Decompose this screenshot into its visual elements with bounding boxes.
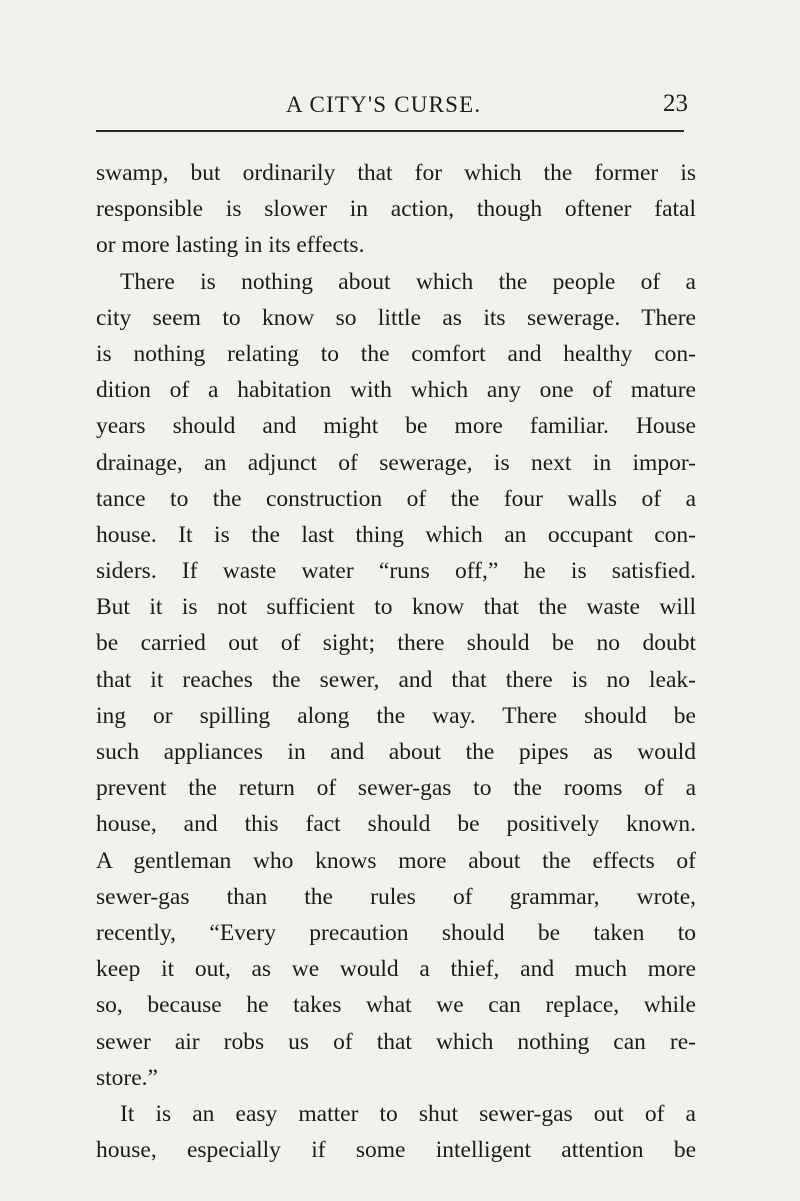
page-number: 23 [663,90,688,117]
text-line: sewer-gas than the rules of grammar, wrote, [96,883,696,910]
text-line: There is nothing about which the people of a [120,268,696,295]
text-line: A gentleman who knows more about the effects of [96,847,696,874]
text-line: But it is not sufficient to know that the waste will [96,594,696,621]
text-line: house, especially if some intelligent attention be [96,1137,696,1164]
text-line: that it reaches the sewer, and that there is no leak- [96,666,696,693]
text-line: swamp, but ordinarily that for which the former is [96,160,696,186]
text-line: years should and might be more familiar. House [96,413,696,440]
text-line: dition of a habitation with which any one of mature [96,377,696,404]
text-line: ing or spilling along the way. There should be [96,702,696,729]
text-line: keep it out, as we would a thief, and much more [96,956,696,983]
text-line: house, and this fact should be positively known. [96,811,696,838]
text-line: be carried out of sight; there should be no doubt [96,630,696,657]
text-line: sewer air robs us of that which nothing can re- [96,1028,696,1055]
text-line: prevent the return of sewer-gas to the rooms of a [96,775,696,802]
text-line: or more lasting in its effects. [96,232,365,259]
header-rule [96,130,684,132]
text-line: tance to the construction of the four walls of a [96,485,696,512]
body-text [96,155,696,1168]
text-line: siders. If waste water “runs off,” he is satisfied. [96,558,696,585]
text-line: is nothing relating to the comfort and healthy con- [96,340,696,367]
running-title: A CITY'S CURSE. [286,92,482,117]
text-line: responsible is slower in action, though oftener fatal [96,196,696,223]
text-line: drainage, an adjunct of sewerage, is next in impor- [96,449,696,476]
text-line: city seem to know so little as its sewerage. There [96,304,696,331]
text-line: recently, “Every precaution should be taken to [96,919,696,946]
text-line: such appliances in and about the pipes as would [96,739,696,765]
text-line: house. It is the last thing which an occupant con- [96,521,696,548]
running-head [96,88,688,120]
text-line: so, because he takes what we can replace, while [96,992,696,1019]
text-line: store.” [96,1064,158,1091]
text-line: It is an easy matter to shut sewer-gas out of a [120,1100,696,1127]
